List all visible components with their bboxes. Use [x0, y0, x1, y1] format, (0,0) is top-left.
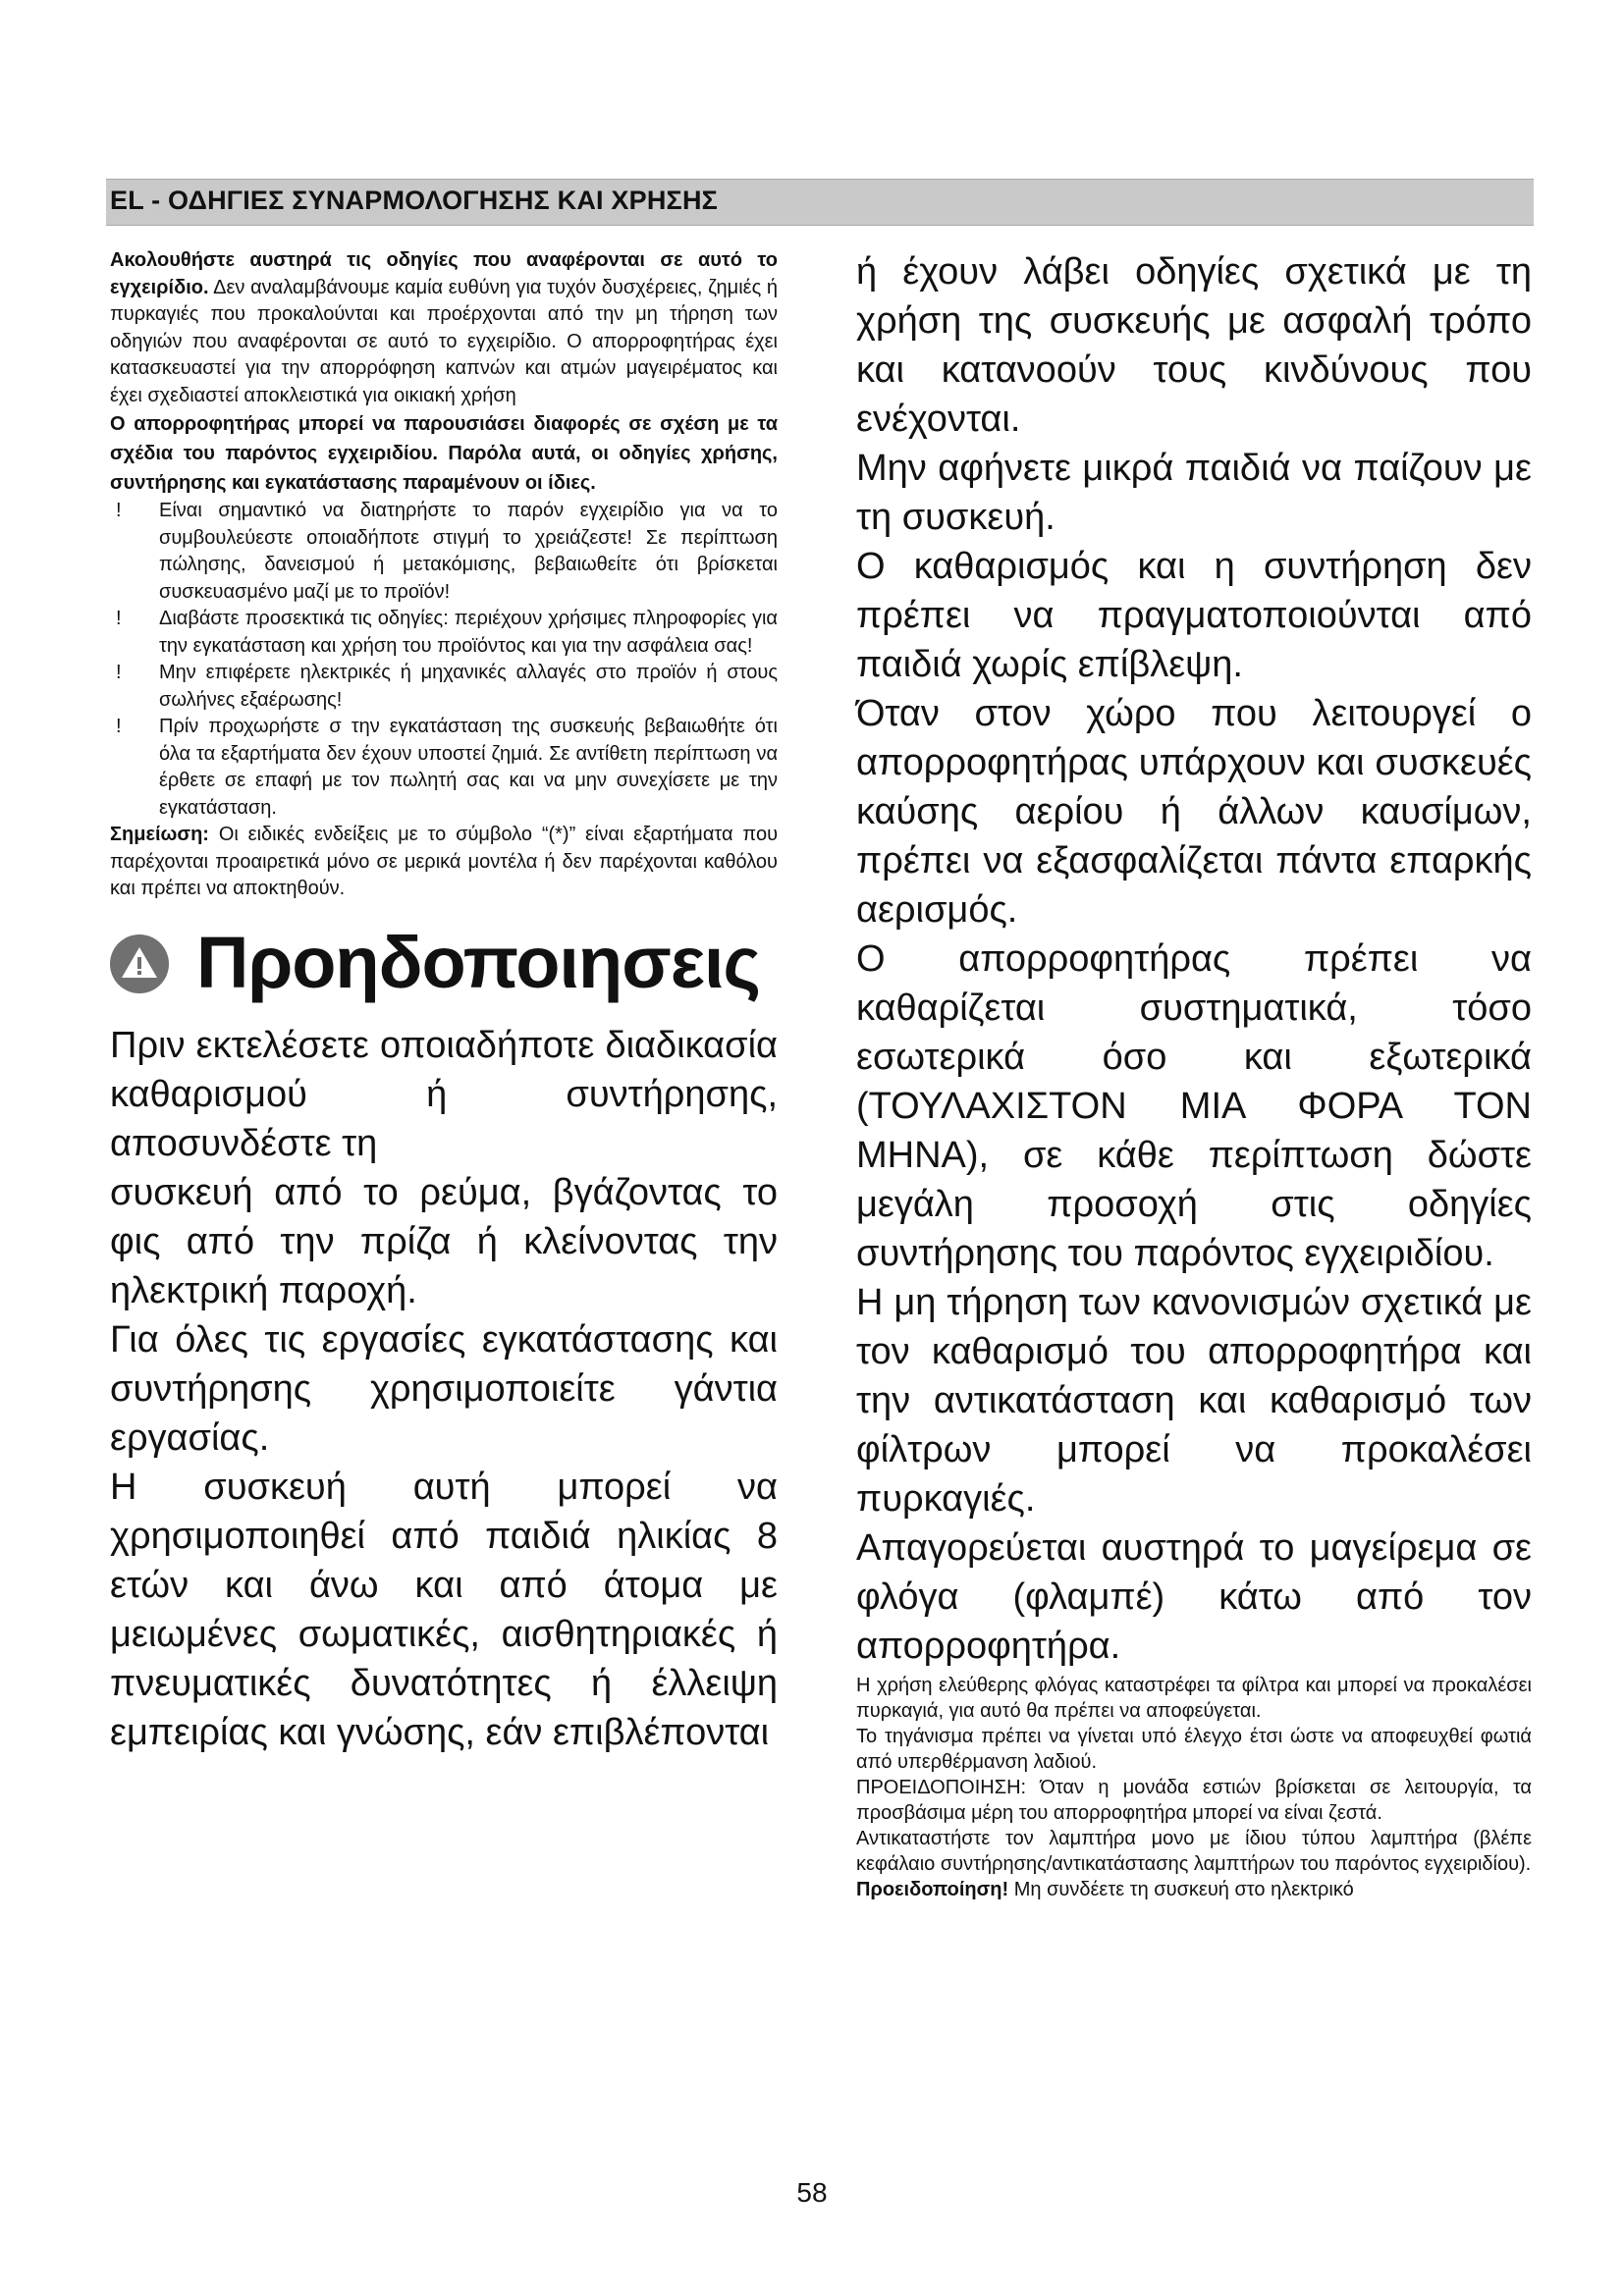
warning-paragraph: Όταν στον χώρο που λειτουργεί ο απορροφητήρας υπάρχουν και συσκευές καύσης αερίου ή άλλων καυσίμων, πρέπει να εξασφαλίζεται πάντα επαρκής αερισμός. — [856, 693, 1532, 931]
small-paragraph: Αντικαταστήστε τον λαμπτήρα μονο με ίδιου τύπου λαμπτήρα (βλέπε κεφάλαιο συντήρησης/αντικατάστασης λαμπτήρων του παρόντος εγχειριδίου). — [856, 1828, 1532, 1875]
bullet-text: Μην επιφέρετε ηλεκτρικές ή μηχανικές αλλαγές στο προϊόν ή στους σωλήνες εξαέρωσης! — [159, 662, 778, 711]
intro-bold: Ακολουθήστε αυστηρά τις οδηγίες που αναφέρονται σε αυτό το εγχειρίδιο. — [110, 249, 778, 298]
bullet-text: Διαβάστε προσεκτικά τις οδηγίες: περιέχουν χρήσιμες πληροφορίες για την εγκατάσταση και χρήση του προϊόντος και για την ασφάλεια σας! — [159, 608, 778, 657]
warning-paragraph: Για όλες τις εργασίες εγκατάστασης και συντήρησης χρησιμοποιείτε γάντια εργασίας. — [110, 1318, 778, 1459]
bullet-marker: ! — [116, 662, 122, 683]
intro-text: Δεν αναλαμβάνουμε καμία ευθύνη για τυχόν δυσχέρειες, ζημιές ή πυρκαγιές που προκαλούνται και προέρχονται από την μη τήρηση των οδηγιών που αναφέρονται σε αυτό το εγχειρίδιο. Ο απορροφητήρας έχει κατασκευαστεί για την απορρόφηση καπνών και ατμών μαγειρέματος και έχει σχεδιαστεί αποκλειστικά για οικιακή χρήση — [110, 276, 779, 406]
note-text: Οι ειδικές ενδείξεις με το σύμβολο “(*)” είναι εξαρτήματα που παρέχονται προαιρετικά μόνο σε μερικά μοντέλα ή δεν παρέχονται καθόλου και πρέπει να αποκτηθούν. — [110, 824, 779, 899]
final-warning-text: Μη συνδέετε τη συσκευή στο ηλεκτρικό — [1013, 1879, 1354, 1900]
warning-paragraph: Απαγορεύεται αυστηρά το μαγείρεμα σε φλόγα (φλαμπέ) κάτω από τον απορροφητήρα. — [856, 1527, 1532, 1667]
intro-bold-paragraph — [110, 409, 778, 498]
bullet-marker: ! — [116, 500, 122, 521]
bullet-item — [110, 498, 778, 606]
warnings-title: Προηδοποιησεις — [196, 921, 760, 1003]
warning-paragraph: Ο απορροφητήρας πρέπει να καθαρίζεται συστηματικά, τόσο εσωτερικά όσο και εξωτερικά (ΤΟΥΛΑΧΙΣΤΟΝ ΜΙΑ ΦΟΡΑ ΤΟΝ ΜΗΝΑ), σε κάθε περίπτωση δώστε μεγάλη προσοχή στις οδηγίες συντήρησης του παρόντος εγχειριδίου. — [856, 938, 1532, 1274]
bullet-item — [110, 660, 778, 714]
bullet-marker: ! — [116, 716, 122, 737]
bullet-item — [110, 606, 778, 660]
note-paragraph — [110, 822, 778, 903]
warning-triangle-icon — [110, 934, 169, 993]
note-label: Σημείωση: — [110, 824, 209, 845]
warning-paragraph: Πριν εκτελέσετε οποιαδήποτε διαδικασία καθαρισμού ή συντήρησης, αποσυνδέστε τη — [110, 1024, 778, 1164]
warning-paragraph: συσκευή από το ρεύμα, βγάζοντας το φις από την πρίζα ή κλείνοντας την ηλεκτρική παροχή. — [110, 1171, 778, 1311]
warning-paragraph: Η μη τήρηση των κανονισμών σχετικά με τον καθαρισμό του απορροφητήρα και την αντικατάσταση και καθαρισμό των φίλτρων μπορεί να προκαλέσει πυρκαγιές. — [856, 1282, 1532, 1520]
page-number: 58 — [796, 2177, 828, 2208]
intro-bold2: Ο απορροφητήρας μπορεί να παρουσιάσει διαφορές σε σχέση με τα σχέδια του παρόντος εγχειριδίου. Παρόλα αυτά, οι οδηγίες χρήσης, συντήρησης και εγκατάστασης παραμένουν οι ίδιες. — [110, 413, 778, 494]
warnings-heading — [110, 919, 778, 1013]
warning-paragraph: ή έχουν λάβει οδηγίες σχετικά με τη χρήση της συσκευής με ασφαλή τρόπο και κατανοούν τους κινδύνους που ενέχονται. — [856, 251, 1532, 440]
final-warning-label: Προειδοποίηση! — [856, 1879, 1009, 1900]
intro-paragraph — [110, 247, 778, 409]
bullet-item — [110, 714, 778, 822]
warning-paragraph: Μην αφήνετε μικρά παιδιά να παίζουν με τη συσκευή. — [856, 448, 1532, 538]
section-title: EL - ΟΔΗΓΙΕΣ ΣΥΝΑΡΜΟΛΟΓΗΣΗΣ ΚΑΙ ΧΡΗΣΗΣ — [110, 186, 719, 215]
small-paragraph: Το τηγάνισμα πρέπει να γίνεται υπό έλεγχο έτσι ώστε να αποφευχθεί φωτιά από υπερθέρμανση λαδιού. — [856, 1726, 1532, 1773]
left-column — [110, 247, 778, 1757]
bullet-text: Πρίν προχωρήστε σ την εγκατάσταση της συσκευής βεβαιωθήτε ότι όλα τα εξαρτήματα δεν έχουν υποστεί ζημιά. Σε αντίθετη περίπτωση να έρθετε σε επαφή με τον πωλητή σας και να μην συνεχίσετε με την εγκατάσταση. — [159, 716, 778, 819]
final-warning-paragraph — [856, 1877, 1532, 1902]
warning-paragraph: Ο καθαρισμός και η συντήρηση δεν πρέπει να πραγματοποιούνται από παιδιά χωρίς επίβλεψη. — [856, 546, 1532, 685]
small-paragraph: Η χρήση ελεύθερης φλόγας καταστρέφει τα φίλτρα και μπορεί να προκαλέσει πυρκαγιά, για αυτό θα πρέπει να αποφεύγεται. — [856, 1675, 1532, 1722]
bullet-text: Είναι σημαντικό να διατηρήστε το παρόν εγχειρίδιο για να το συμβουλεύεστε οποιαδήποτε στιγμή το χρειάζεστε! Σε περίπτωση πώλησης, δανεισμού ή μετακόμισης, βεβαιωθείτε ότι βρίσκεται συσκευασμένο μαζί με το προϊόν! — [159, 500, 778, 603]
right-column — [856, 247, 1532, 1902]
small-paragraph: ΠΡΟΕΙΔΟΠΟΙΗΣΗ: Όταν η μονάδα εστιών βρίσκεται σε λειτουργία, τα προσβάσιμα μέρη του απορροφητήρα μπορεί να είναι ζεστά. — [856, 1777, 1532, 1824]
section-header — [106, 179, 1534, 226]
warning-paragraph: Η συσκευή αυτή μπορεί να χρησιμοποιηθεί από παιδιά ηλικίας 8 ετών και άνω και από άτομα με μειωμένες σωματικές, αισθητηριακές ή πνευματικές δυνατότητες ή έλλειψη εμπειρίας και γνώσης, εάν επιβλέπονται — [110, 1466, 778, 1753]
bullet-marker: ! — [116, 608, 122, 629]
